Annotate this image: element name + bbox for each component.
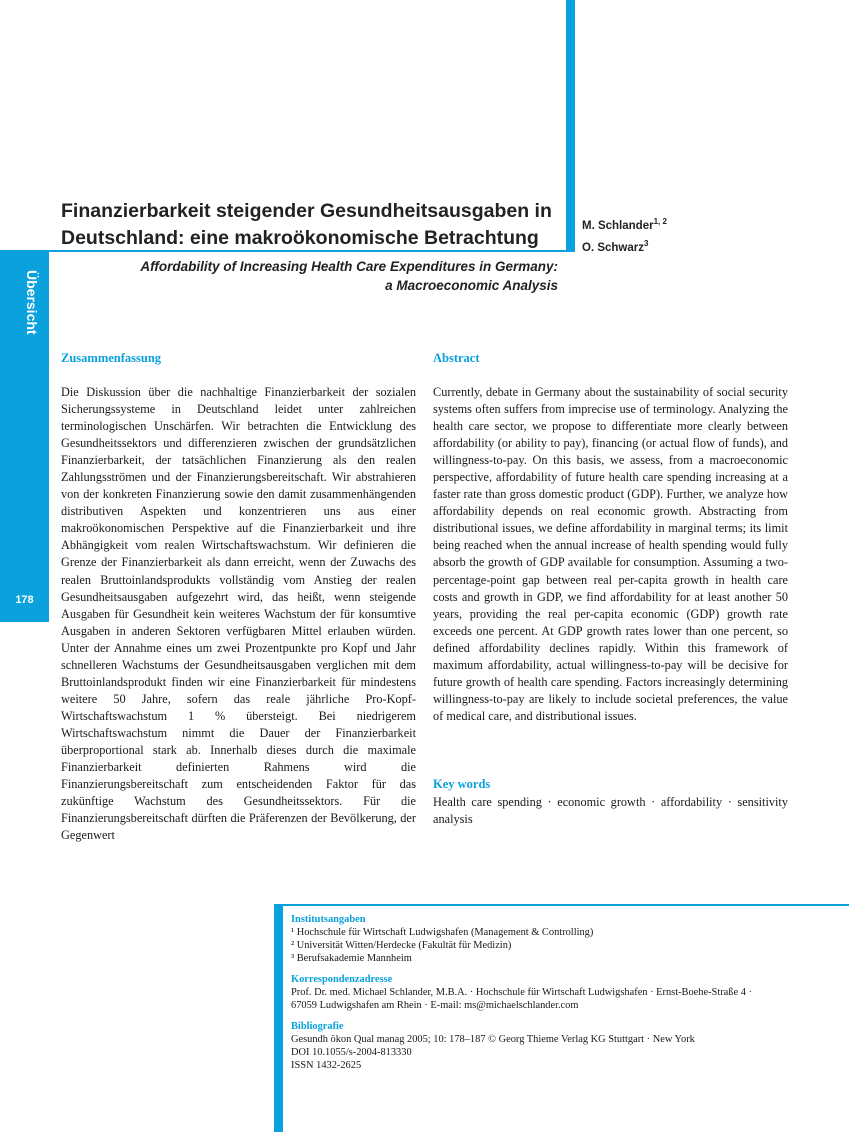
author: O. Schwarz$^3$ [582,238,649,254]
bibliography-line: ISSN 1432-2625 [291,1060,362,1071]
correspondence-heading: Korrespondenzadresse [291,974,393,985]
abstract-heading: Abstract [433,351,480,365]
footer-accent-bar [274,904,283,1132]
article-info [291,913,831,1080]
correspondence-line: 67059 Ludwigshafen am Rhein · E-mail: ms@michaelschlander.com [291,1000,579,1011]
institutes-heading: Institutsangaben [291,914,366,925]
institute-line: ³ Berufsakademie Mannheim [291,953,412,964]
top-accent-bar [566,0,575,252]
author-list [582,213,782,257]
keywords-heading: Key words [433,777,491,791]
institute-line: ² Universität Witten/Herdecke (Fakultät für Medizin) [291,940,512,951]
page-number: 178 [15,594,34,606]
bibliography-line: DOI 10.1055/s-2004-813330 [291,1047,412,1058]
correspondence-block [291,973,831,1012]
bibliography-line: Gesundh ökon Qual manag 2005; 10: 178–187 © Georg Thieme Verlag KG Stuttgart · New York [291,1034,695,1045]
bibliography-block [291,1020,831,1072]
article-title: Finanzierbarkeit steigender Gesundheitsausgaben in Deutschland: eine makroökonomische Betrachtung [61,200,552,249]
correspondence-line: Prof. Dr. med. Michael Schlander, M.B.A. · Hochschule für Wirtschaft Ludwigshafen · Ernst-Boehe-Straße 4 · [291,987,752,998]
bibliography-heading: Bibliografie [291,1021,344,1032]
abstract-text: Currently, debate in Germany about the sustainability of social security systems often suffers from imprecise use of terminology. Analyzing the health care sector, we propose to differentiate more clearly between affordability (or ability to pay), financing (or actual flow of funds), and willingness-to-pay. On this basis, we assess, from a macroeconomic perspective, affordability of future health care spending increasing at a faster rate than gross domestic product (GDP). Further, we analyze how affordability depends on real economic growth. Abstracting from distributional issues, we define affordability in marginal terms; its limit being reached when the annual increase of health spending would fully absorb the growth of GDP available for consumption. Assuming a two-percentage-point gap between real per-capita growth in health care costs and growth in GDP, we find affordability for at least another 50 years, providing the real per-capita economic (GDP) growth rate exceeds one percent. At GDP growth rates lower than one percent, so defined affordability declines rapidly. Within this framework of maximum affordability, actual willingness-to-pay will be decisive for future growth of health care spending. Factors increasingly determining willingness-to-pay are likely to include societal preferences, the value of medical care, and distributional issues. [433,385,788,723]
zusammenfassung-text: Die Diskussion über die nachhaltige Finanzierbarkeit der sozialen Sicherungssysteme in Deutschland leidet unter zahlreichen terminologischen Unschärfen. Wir betrachten die Entwicklung des Gesundheitssektors und differenzieren zwischen der grundsätzlichen Finanzierbarkeit, der tatsächlichen Finanzierung als den realen Zahlungsströmen und der Finanzierungsbereitschaft. Wir abstrahieren von der konkreten Finanzierung sowie den damit zusammenhängenden distributiven Aspekten und konzentrieren uns aus einer makroökonomischen Perspektive auf die Finanzierbarkeit und ihre Abhängigkeit vom realen Wirtschaftswachstum. Wir definieren die Grenze der Finanzierbarkeit als dann erreicht, wenn der Zuwachs des realen Bruttoinlandsprodukts vollständig vom Anstieg der realen Gesundheitsausgaben aufgezehrt wird, das heißt, wenn steigende Ausgaben für Gesundheit kein weiteres Wachstum der für konsumtive Ausgaben in anderen Sektoren verfügbaren Mittel erlauben würden. Unter der Annahme eines um zwei Prozentpunkte pro Kopf und Jahr schnelleren Wachstums der Gesundheitsausgaben verglichen mit dem Bruttoinlandsprodukt finden wir eine Finanzierbarkeit für mindestens weitere 50 Jahre, sofern das reale jährliche Pro-Kopf-Wirtschaftswachstum 1 % übersteigt. Bei niedrigerem Wirtschaftswachstum nimmt die Dauer der Finanzierbarkeit überproportional stark ab. Innerhalb dieses durch die maximale Finanzierbarkeit definierten Rahmens wird die Finanzierungsbereitschaft zum entscheidenden Faktor für das zukünftige Wachstum des Gesundheitssektors. Für die Finanzierungsbereitschaft dürften die Präferenzen der Bevölkerung, der Gegenwert [61,385,416,843]
footer-rule [274,904,849,906]
institute-line: ¹ Hochschule für Wirtschaft Ludwigshafen (Management & Controlling) [291,927,594,938]
zusammenfassung-heading: Zusammenfassung [61,351,162,365]
section-label: Übersicht [24,270,40,335]
author: M. Schlander$^{1, 2}$ [582,217,667,232]
english-title: Affordability of Increasing Health Care Expenditures in Germany: a Macroeconomic Analysis [140,259,558,293]
institutes-block [291,913,831,965]
keywords-text: Health care spending · economic growth · affordability · sensitivity analysis [433,795,788,827]
